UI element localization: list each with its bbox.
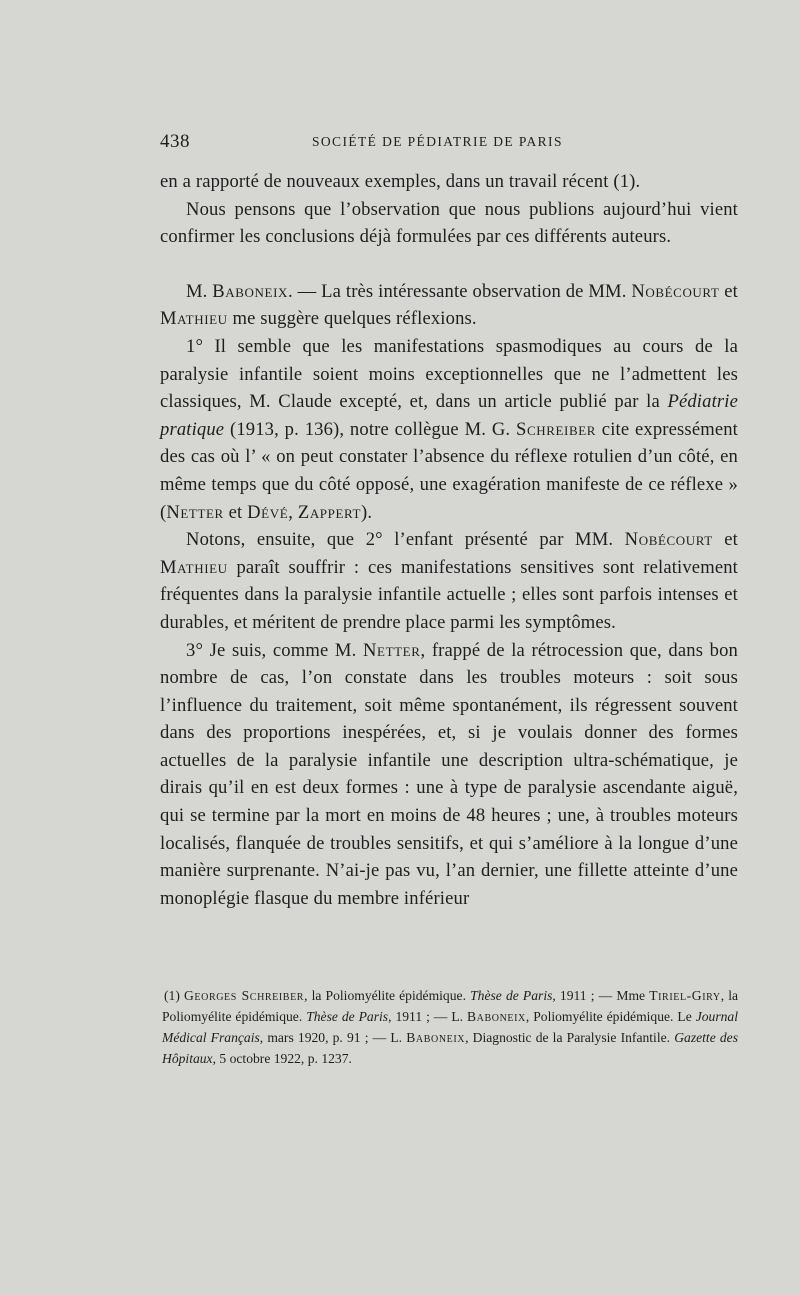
paragraph-4 xyxy=(160,333,738,526)
author-name: Nobécourt xyxy=(624,529,713,551)
text-run: et xyxy=(719,280,738,302)
running-header xyxy=(160,131,740,155)
text-run: , xyxy=(288,501,298,523)
paragraph-6 xyxy=(160,637,738,913)
text-run: , frappé de la rétrocession que, dans bon nombre de cas, l’on constate dans les troubles moteurs : soit sous l’influence du traitement, soit même spontanément, ils régressent souvent dans des proportions inespérées, et, si je voulais donner des formes actuelles de la paralysie infantile une description ultra-schématique, je dirais qu’il en est deux formes : une à type de paralysie ascendante aiguë, qui se termine par la mort en moins de 48 heures ; une, à troubles moteurs localisés, flanquée de troubles sensitifs, et qui s’améliore à la longue d’une manière surprenante. N’ai-je pas vu, l’an dernier, une fillette atteinte d’une monoplégie flasque du membre inférieur xyxy=(160,639,739,909)
text-run: , la Poliomyélite épidémique. xyxy=(162,988,739,1024)
author-name: Schreiber xyxy=(516,418,597,440)
text-run: , la Poliomyélite épidémique. xyxy=(304,988,471,1003)
text-run: , Diagnostic de la Paralysie Infantile. xyxy=(465,1030,675,1045)
paragraph-5 xyxy=(160,526,738,636)
text-run: , 5 octobre 1922, p. 1237. xyxy=(212,1051,352,1066)
text-run: (1) xyxy=(164,988,184,1003)
work-title: Thèse de Paris xyxy=(306,1009,389,1024)
author-name: Zappert xyxy=(297,501,362,523)
text-run: me suggère quelques réflexions. xyxy=(227,308,477,330)
text-run: cite expressément des cas où l’ « on peut constater l’absence du réflexe rotulien d’un côté, en même temps que du côté opposé, une exagération manifeste de ce réflexe » ( xyxy=(160,418,738,523)
running-title: SOCIÉTÉ DE PÉDIATRIE DE PARIS xyxy=(312,134,563,149)
author-name: Tiriel-Giry xyxy=(649,988,721,1003)
text-run: 1° Il semble que les manifestations spasmodiques au cours de la paralysie infantile soient moins exceptionnelles que ne l’admettent les classiques, M. Claude excepté, et, dans un article publié par la xyxy=(160,335,738,413)
author-name: Baboneix xyxy=(467,1009,526,1024)
author-name: Netter xyxy=(363,639,421,661)
work-title: Journal Médical Français xyxy=(162,1009,738,1045)
text-run: 3° Je suis, comme M. xyxy=(186,639,363,661)
footnotes xyxy=(162,985,738,1069)
author-name: Mathieu xyxy=(160,556,228,578)
author-name: Georges Schreiber xyxy=(184,988,305,1003)
text-run: Notons, ensuite, que 2° l’enfant présenté par MM. xyxy=(186,529,625,551)
text-run: , mars 1920, p. 91 ; — L. xyxy=(259,1030,407,1045)
author-name: Baboneix xyxy=(406,1030,466,1045)
footnote-1 xyxy=(162,985,738,1069)
author-name: Dévé xyxy=(247,501,289,523)
text-run: et xyxy=(223,501,248,523)
text-run: , 1911 ; — Mme xyxy=(552,988,650,1003)
paragraph-3 xyxy=(160,278,738,333)
author-name: Baboneix xyxy=(212,280,288,302)
text-run: , 1911 ; — L. xyxy=(388,1009,467,1024)
journal-title: Pédiatrie pratique xyxy=(160,391,738,440)
text-run: et xyxy=(712,529,738,551)
text-run: . — La très intéressante observation de MM. xyxy=(288,280,632,302)
text-run: paraît souffrir : ces manifestations sensitives sont relativement fréquentes dans la paralysie infantile actuelle ; elles sont parfois intenses et durables, et méritent de prendre place parmi les symptômes. xyxy=(160,556,738,633)
author-name: Mathieu xyxy=(160,308,228,330)
author-name: Netter xyxy=(166,501,224,523)
text-run: M. xyxy=(186,280,213,302)
work-title: Thèse de Paris xyxy=(470,988,553,1003)
text-run: , Poliomyélite épidémique. Le xyxy=(525,1009,696,1024)
text-run: (1913, p. 136), notre collègue M. G. xyxy=(224,418,516,440)
main-text xyxy=(160,168,738,912)
author-name: Nobécourt xyxy=(631,280,720,302)
text-run: ). xyxy=(361,501,373,523)
work-title: Gazette des Hôpitaux xyxy=(162,1030,738,1066)
page-number: 438 xyxy=(160,131,190,152)
paragraph-1: en a rapporté de nouveaux exemples, dans un travail récent (1). xyxy=(160,171,641,192)
paragraph-2: Nous pensons que l’observation que nous publions aujourd’hui vient confirmer les conclusions déjà formulées par ces différents auteurs. xyxy=(160,198,738,248)
